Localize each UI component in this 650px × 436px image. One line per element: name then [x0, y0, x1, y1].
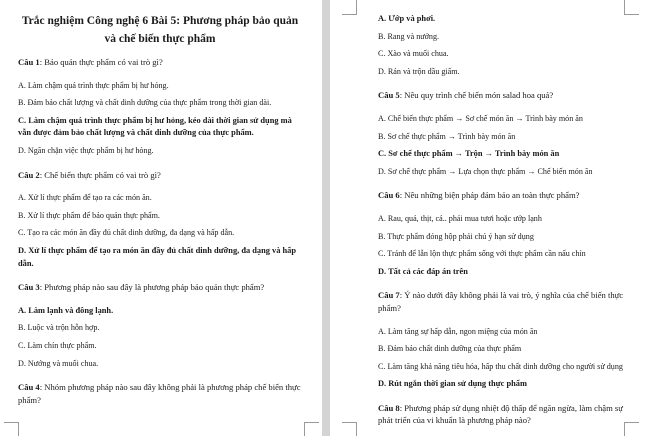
question-number: Câu 4	[18, 382, 40, 393]
answer-3d: D. Nướng và muối chua.	[18, 358, 99, 368]
page-corner-mark	[304, 422, 319, 436]
question-6	[378, 189, 634, 202]
answer-2b: B. Xử lí thực phẩm để bảo quản thực phẩm.	[18, 210, 160, 220]
answer-2c: C. Tạo ra các món ăn đầy đủ chất dinh dưỡng, đa dạng và hấp dẫn.	[18, 228, 235, 238]
question-1	[18, 56, 302, 69]
question-8	[378, 402, 634, 427]
answer-4c: C. Xào và muối chua.	[378, 49, 449, 59]
answer-4d: D. Rán và trộn dầu giấm.	[378, 66, 460, 76]
answer-1d: D. Ngăn chặn việc thực phẩm bị hư hỏng.	[18, 145, 154, 155]
question-text: : Bảo quản thực phẩm có vai trò gì?	[39, 57, 163, 67]
answer-6d-correct: D. Tất cả các đáp án trên	[378, 266, 468, 276]
answer-5a: A. Chế biến thực phẩm → Sơ chế món ăn → Trình bày món ăn	[378, 113, 583, 123]
question-7	[378, 289, 634, 314]
question-3	[18, 281, 302, 294]
question-text: : Nhóm phương pháp nào sau đây không phải là phương pháp chế biến thực phẩm?	[18, 382, 301, 405]
answer-4a-correct: A. Ướp và phơi.	[378, 14, 436, 23]
answer-7a: A. Làm tăng sự hấp dẫn, ngon miệng của món ăn	[378, 326, 538, 336]
question-text: : Nêu những biện pháp đảm bảo an toàn thực phẩm?	[399, 190, 580, 201]
question-text: : Ý nào dưới đây không phải là vai trò, ý nghĩa của chế biến thực phẩm?	[378, 290, 624, 313]
page-corner-mark	[4, 422, 19, 436]
answer-7b: B. Đảm bảo chất dinh dưỡng của thực phẩm	[378, 344, 522, 354]
question-number: Câu 8	[378, 402, 400, 413]
question-text: : Phương pháp sử dụng nhiệt độ thấp để ngăn ngừa, làm chậm sự phát triển của vi khuẩn là phương pháp nào?	[378, 402, 623, 426]
page-gutter	[322, 0, 330, 436]
answer-6b: B. Thực phẩm đóng hộp phải chú ý hạn sử dụng	[378, 231, 534, 241]
question-text: : Nêu quy trình chế biến món salad hoa quả?	[399, 90, 554, 101]
answer-7c: C. Làm tăng khả năng tiêu hóa, hấp thu chất dinh dưỡng cho người sử dụng	[378, 361, 623, 371]
answer-2d-correct: D. Xử lí thực phẩm để tạo ra món ăn đầy đủ chất dinh dưỡng, đa dạng và hấp dẫn.	[18, 245, 297, 268]
question-text: : Phương pháp nào sau đây là phương pháp bảo quản thực phẩm?	[39, 282, 265, 293]
answer-7d-correct: D. Rút ngắn thời gian sử dụng thực phẩm	[378, 379, 527, 389]
page-corner-mark	[624, 0, 639, 15]
question-number: Câu 6	[378, 190, 400, 201]
answer-5b: B. Sơ chế thực phẩm → Trình bày món ăn	[378, 131, 516, 141]
answer-2a: A. Xử lí thực phẩm để tạo ra các món ăn.	[18, 193, 152, 203]
question-5	[378, 89, 634, 102]
page-corner-mark	[342, 422, 357, 436]
question-number: Câu 5	[378, 90, 400, 101]
answer-6c: C. Tránh để lẫn lộn thực phẩm sống với thực phẩm cần nấu chín	[378, 249, 586, 259]
page-corner-mark	[342, 0, 357, 15]
document-title: Trắc nghiệm Công nghệ 6 Bài 5: Phương pháp bảo quản và chế biến thực phẩm	[21, 15, 299, 45]
answer-3b: B. Luộc và trộn hỗn hợp.	[18, 323, 100, 333]
answer-1c-correct: C. Làm chậm quá trình thực phẩm bị hư hỏng, kéo dài thời gian sử dụng mà vẫn được đảm bảo chất lượng và chất dinh dưỡng của thực phẩm.	[18, 115, 292, 138]
answer-4b: B. Rang và nướng.	[378, 31, 440, 41]
answer-5d: D. Sơ chế thực phẩm → Lựa chọn thực phẩm → Chế biến món ăn	[378, 166, 593, 176]
answer-3a-correct: A. Làm lạnh và đông lạnh.	[18, 305, 114, 315]
answer-6a: A. Rau, quả, thịt, cá.. phải mua tươi hoặc ướp lạnh	[378, 213, 542, 223]
answer-3c: C. Làm chín thực phẩm.	[18, 340, 97, 350]
document-page-left	[0, 0, 322, 436]
answer-1b: B. Đảm bảo chất lượng và chất dinh dưỡng của thực phẩm trong thời gian dài.	[18, 98, 272, 108]
question-text: : Chế biến thực phẩm có vai trò gì?	[39, 169, 161, 180]
question-number: Câu 1	[18, 57, 40, 67]
question-number: Câu 3	[18, 282, 40, 293]
question-2	[18, 169, 302, 182]
answer-1a: A. Làm chậm quá trình thực phẩm bị hư hỏng.	[18, 80, 169, 90]
page-corner-mark	[624, 422, 639, 436]
document-page-right	[330, 0, 650, 436]
answer-5c-correct: C. Sơ chế thực phẩm → Trộn → Trình bày món ăn	[378, 149, 560, 159]
question-number: Câu 2	[18, 169, 40, 180]
question-number: Câu 7	[378, 290, 400, 301]
question-4	[18, 381, 302, 406]
